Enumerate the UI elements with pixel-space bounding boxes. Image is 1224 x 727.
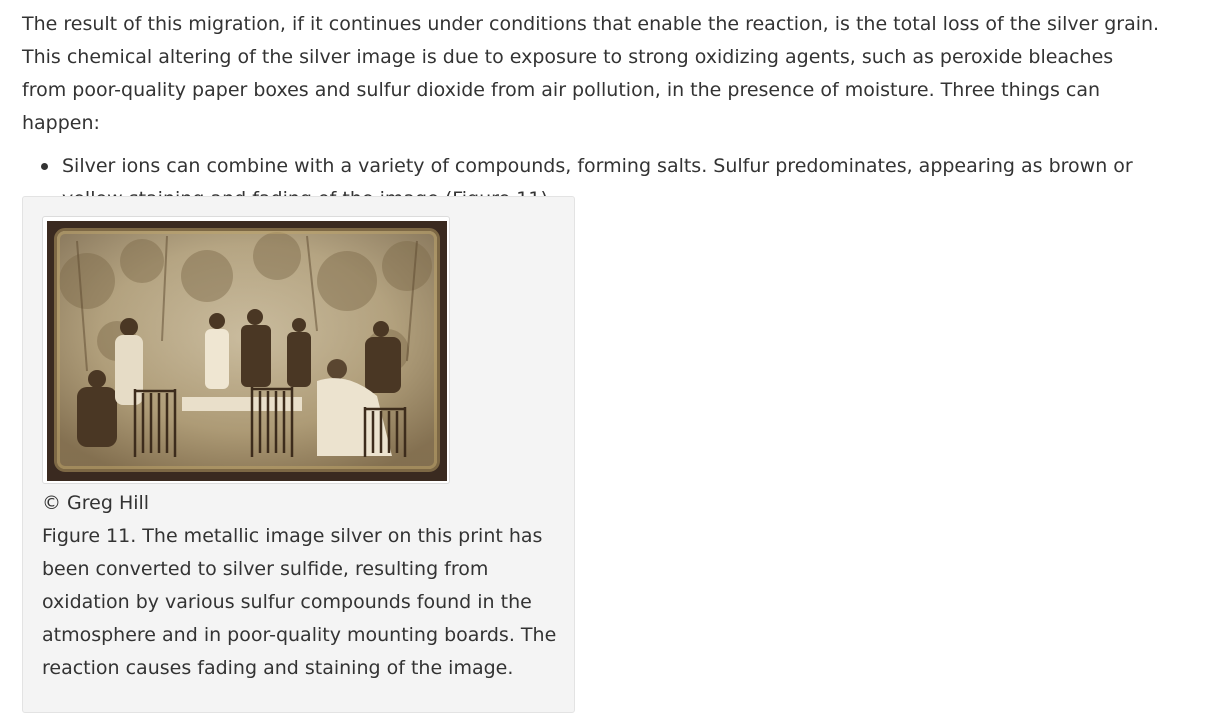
bullet-icon: [41, 163, 48, 170]
photo-credit: © Greg Hill: [42, 492, 150, 514]
article-content: [22, 8, 1202, 216]
intro-paragraph: The result of this migration, if it continues under conditions that enable the reaction, is the total loss of the silver grain. This chemical altering of the silver image is due to exposure to strong oxidizing agents, such as peroxide bleaches from poor-quality paper boxes and sulfur dioxide from air pollution, in the presence of moisture. Three things can happen:: [22, 13, 1160, 134]
figure-caption: Figure 11. The metallic image silver on this print has been converted to silver sulfide, resulting from oxidation by various sulfur compounds found in the atmosphere and in poor-quality mounting boards. The reaction causes fading and staining of the image.: [42, 525, 557, 679]
figure-container: [22, 196, 575, 713]
bullet-text: Silver ions can combine with a variety of compounds, forming salts. Sulfur predominates, appearing as brown or: [62, 155, 1133, 177]
sulfided-photograph-image: [47, 221, 447, 481]
figure-image[interactable]: [42, 216, 450, 484]
